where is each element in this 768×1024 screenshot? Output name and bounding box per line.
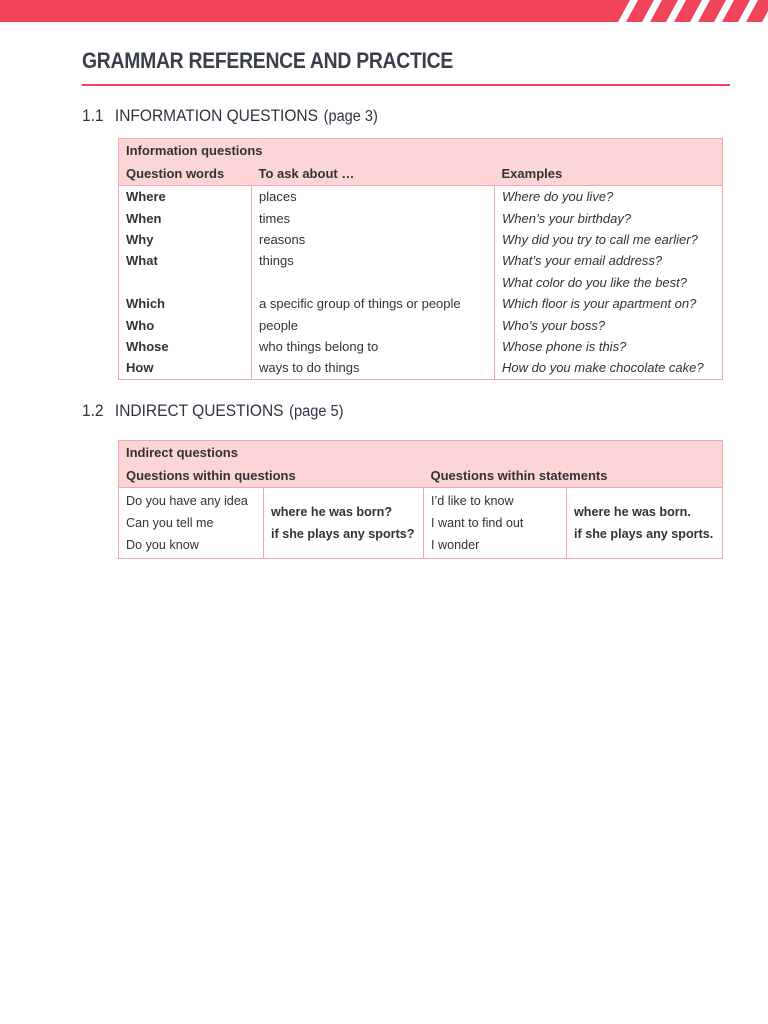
question-starters-cell — [119, 488, 264, 559]
list-item: where he was born? — [271, 505, 393, 519]
indirect-questions-table — [118, 440, 723, 559]
table-caption-row — [119, 441, 723, 465]
section-heading-indirect-questions — [82, 402, 343, 421]
table-row — [119, 336, 723, 357]
list-item: I want to find out — [431, 516, 524, 530]
table-row — [119, 314, 723, 335]
column-header-questions-within-questions: Questions within questions — [119, 464, 424, 488]
table-caption: Information questions — [119, 139, 723, 163]
page-title: GRAMMAR REFERENCE AND PRACTICE — [82, 48, 454, 73]
diagonal-stripes-decoration — [608, 0, 768, 22]
column-header-to-ask-about: To ask about … — [252, 162, 495, 186]
statement-endings-cell — [567, 488, 723, 559]
top-banner — [0, 0, 768, 22]
question-word: When — [126, 210, 162, 226]
section-heading-information-questions — [82, 107, 378, 126]
ask-about: ways to do things — [252, 357, 495, 379]
list-item: I wonder — [431, 538, 480, 552]
list-item: if she plays any sports? — [271, 527, 415, 541]
question-word: Which — [126, 296, 165, 312]
example: Why did you try to call me earlier? — [495, 229, 723, 250]
table-row — [119, 229, 723, 250]
ask-about: a specific group of things or people — [252, 293, 495, 314]
ask-about — [252, 272, 495, 293]
example: What color do you like the best? — [495, 272, 723, 293]
example: Which floor is your apartment on? — [495, 293, 723, 314]
section-number: 1.2 — [82, 402, 104, 420]
title-divider — [82, 84, 730, 86]
example: Where do you live? — [495, 186, 723, 208]
question-word — [119, 272, 252, 293]
example: Whose phone is this? — [495, 336, 723, 357]
table-header-row — [119, 464, 723, 488]
ask-about: reasons — [252, 229, 495, 250]
table-row — [119, 250, 723, 271]
list-item: Do you have any idea — [126, 494, 248, 508]
table-row — [119, 488, 723, 559]
table-row — [119, 272, 723, 293]
table-caption-row — [119, 139, 723, 163]
question-word: Whose — [126, 338, 169, 354]
list-item: Can you tell me — [126, 516, 214, 530]
table-row — [119, 293, 723, 314]
list-item: I’d like to know — [431, 494, 514, 508]
statement-starters-cell — [424, 488, 567, 559]
ask-about: times — [252, 207, 495, 228]
column-header-question-words: Question words — [119, 162, 252, 186]
ask-about: people — [252, 314, 495, 335]
table-row — [119, 186, 723, 208]
section-title: INDIRECT QUESTIONS — [114, 402, 284, 420]
example: What’s your email address? — [495, 250, 723, 271]
ask-about: places — [252, 186, 495, 208]
example: When’s your birthday? — [495, 207, 723, 228]
page-reference: (page 3) — [323, 108, 378, 125]
example: How do you make chocolate cake? — [495, 357, 723, 379]
column-header-examples: Examples — [495, 162, 723, 186]
list-item: where he was born. — [574, 505, 691, 519]
question-word: How — [126, 360, 154, 376]
table-caption: Indirect questions — [119, 441, 723, 465]
ask-about: things — [252, 250, 495, 271]
column-header-questions-within-statements: Questions within statements — [424, 464, 723, 488]
list-item: if she plays any sports. — [574, 527, 714, 541]
ask-about: who things belong to — [252, 336, 495, 357]
section-number: 1.1 — [82, 107, 104, 125]
table-row — [119, 357, 723, 379]
question-word: Where — [126, 189, 166, 205]
table-header-row — [119, 162, 723, 186]
list-item: Do you know — [126, 538, 199, 552]
information-questions-table — [118, 138, 723, 380]
question-word: Who — [126, 317, 155, 333]
page-reference: (page 5) — [289, 403, 344, 420]
question-word: What — [126, 253, 158, 269]
question-word: Why — [126, 231, 154, 247]
question-endings-cell — [264, 488, 424, 559]
example: Who’s your boss? — [495, 314, 723, 335]
table-row — [119, 207, 723, 228]
section-title: INFORMATION QUESTIONS — [114, 107, 318, 125]
